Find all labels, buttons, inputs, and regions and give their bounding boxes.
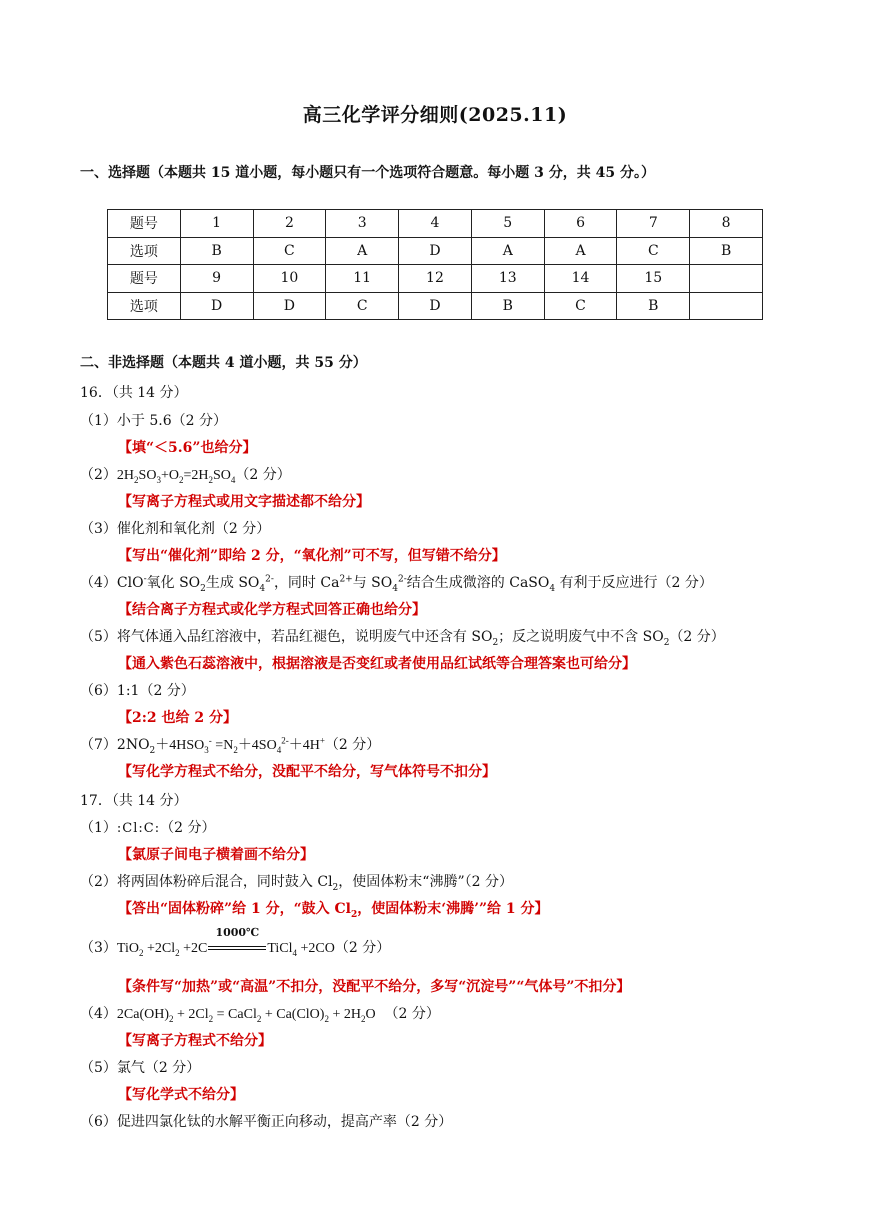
- electron-dot-formula: :Cl:C:: [116, 821, 161, 836]
- answer-table-cell: 6: [544, 210, 617, 238]
- answer-table-row-label: 题号: [108, 210, 181, 238]
- q16-answer-2: $(2)2H_2SO_3+O_2=2H_2SO_4(2$ 分）: [80, 467, 291, 485]
- q16-answer-5: （5）将气体通入品红溶液中，若品红褪色，说明废气中还含有 $SO_2$；反之说明废气中不含 $SO_2(2$ 分）: [80, 629, 725, 648]
- page-title: 高三化学评分细则(2025.11): [302, 104, 568, 126]
- q16-answer-7: $(7)2NO_2+4HSO_3^- =N_2+4SO_4^{2-}+4H^+(2$ 分）: [80, 735, 381, 756]
- answer-table-cell: C: [253, 237, 326, 265]
- q17-answer-5: （5）氯气（2 分）: [80, 1060, 201, 1076]
- q17-answer-3: $(3)TiO_2 +2Cl_2 +2C$ 1000℃ TiCl$_4$ +2CO（2 分）: [80, 926, 391, 958]
- q17-note-3: 【条件写“加热”或“高温”不扣分，没配平不给分，多写“沉淀号”“气体号”不扣分】: [118, 979, 631, 995]
- q16-answer-3: （3）催化剂和氧化剂（2 分）: [80, 521, 271, 537]
- q17-note-2: 【答出“固体粉碎”给 1 分，“鼓入 $Cl_2$，使固体粉末‘沸腾’”给 1 分】: [118, 901, 549, 920]
- section2-heading: 二、非选择题（本题共 4 道小题，共 55 分）: [80, 355, 367, 371]
- answer-table-cell: B: [180, 237, 253, 265]
- reaction-condition: 1000℃: [207, 940, 267, 956]
- answer-table-cell: B: [471, 292, 544, 320]
- answer-table-cell: 11: [326, 265, 399, 293]
- answer-table-cell: 8: [690, 210, 763, 238]
- answer-table-cell: C: [326, 292, 399, 320]
- q17-answer-4: $(4)2Ca(OH)_2 + 2Cl_2$ = CaCl$_2$ + $Ca(ClO)_2 + 2H_2O$ （2 分）: [80, 1006, 440, 1024]
- q16-note-7: 【写化学方程式不给分，没配平不给分，写气体符号不扣分】: [118, 764, 496, 780]
- q16-note-1: 【填“＜5.6”也给分】: [118, 440, 257, 456]
- answer-table-cell: 10: [253, 265, 326, 293]
- answer-table-cell: 9: [180, 265, 253, 293]
- answer-table-cell: 5: [471, 210, 544, 238]
- answer-table-row: [108, 237, 763, 265]
- answer-table-cell: A: [544, 237, 617, 265]
- answer-table-row-label: 选项: [108, 292, 181, 320]
- q16-note-2: 【写离子方程式或用文字描述都不给分】: [118, 494, 370, 510]
- q17-note-5: 【写化学式不给分】: [118, 1087, 244, 1103]
- answer-table-cell: 15: [617, 265, 690, 293]
- q17-answer-6: （6）促进四氯化钛的水解平衡正向移动，提高产率（2 分）: [80, 1114, 453, 1130]
- q17-answer-2: （2）将两固体粉碎后混合，同时鼓入 $Cl_2$，使固体粉末“沸腾”（2 分）: [80, 874, 513, 893]
- answer-table-row: [108, 292, 763, 320]
- answer-table-cell: 7: [617, 210, 690, 238]
- q16-note-4: 【结合离子方程式或化学方程式回答正确也给分】: [118, 602, 426, 618]
- answer-table-cell: 1: [180, 210, 253, 238]
- q17-answer-1: （1）:Cl:C:（2 分）: [80, 820, 216, 836]
- answer-table-row-label: 选项: [108, 237, 181, 265]
- answer-table-row: [108, 265, 763, 293]
- q16-note-3: 【写出“催化剂”即给 2 分，“氧化剂”可不写，但写错不给分】: [118, 548, 506, 564]
- answer-table-cell: 13: [471, 265, 544, 293]
- answer-table-cell: D: [399, 237, 472, 265]
- q17-note-4: 【写离子方程式不给分】: [118, 1033, 272, 1049]
- section1-heading: 一、选择题（本题共 15 道小题，每小题只有一个选项符合题意。每小题 3 分，共 45 分。）: [80, 165, 655, 181]
- answer-table: [107, 209, 763, 320]
- q16-answer-4: （4）ClO-氧化 $SO_2$生成 $SO_4^{2-}$，同时 $Ca^{2+}$与 $SO_4^{2-}$结合生成微溶的 CaSO$_4$ 有利于反应进行（2 分）: [80, 574, 713, 594]
- q16-answer-6: （6）1:1（2 分）: [80, 683, 195, 699]
- q16-header: 16．（共 14 分）: [80, 385, 188, 401]
- answer-table-cell: D: [180, 292, 253, 320]
- answer-table-cell: B: [617, 292, 690, 320]
- answer-table-cell: 2: [253, 210, 326, 238]
- q16-note-6: 【2:2 也给 2 分】: [118, 710, 238, 726]
- answer-table-cell: 3: [326, 210, 399, 238]
- answer-table-cell: A: [326, 237, 399, 265]
- answer-table-cell: [690, 265, 763, 293]
- answer-table-row-label: 题号: [108, 265, 181, 293]
- answer-table-cell: B: [690, 237, 763, 265]
- answer-table-cell: D: [399, 292, 472, 320]
- answer-table-row: [108, 210, 763, 238]
- answer-table-cell: [690, 292, 763, 320]
- answer-table-cell: D: [253, 292, 326, 320]
- answer-table-cell: A: [471, 237, 544, 265]
- q16-note-5: 【通入紫色石蕊溶液中，根据溶液是否变红或者使用品红试纸等合理答案也可给分】: [118, 656, 636, 672]
- answer-table-cell: 4: [399, 210, 472, 238]
- q16-answer-1: （1）小于 5.6（2 分）: [80, 413, 227, 429]
- answer-table-cell: C: [617, 237, 690, 265]
- answer-table-cell: 12: [399, 265, 472, 293]
- answer-table-cell: 14: [544, 265, 617, 293]
- q17-header: 17．（共 14 分）: [80, 793, 188, 809]
- answer-table-cell: C: [544, 292, 617, 320]
- q17-note-1: 【氯原子间电子横着画不给分】: [118, 847, 314, 863]
